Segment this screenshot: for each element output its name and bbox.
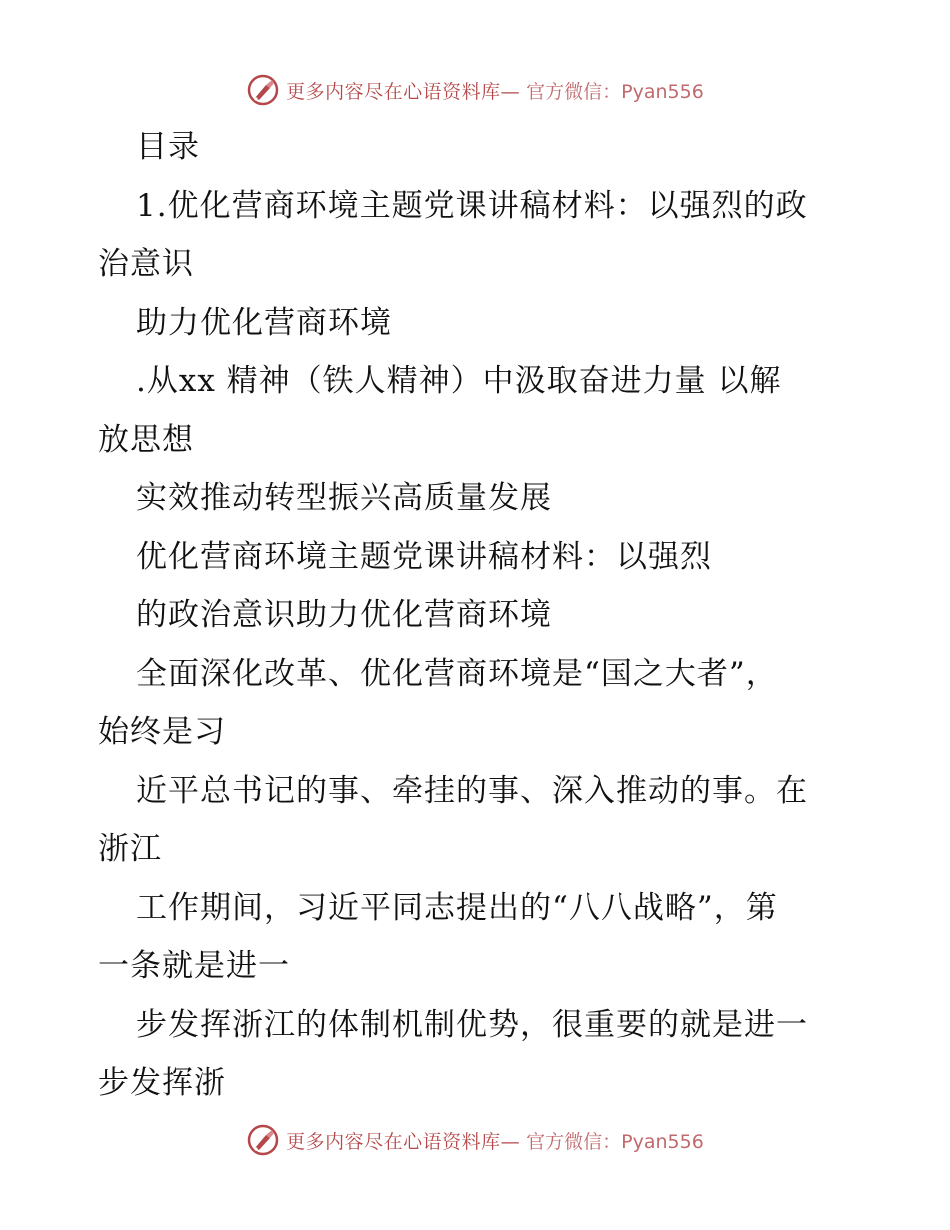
banner-contact: 官方微信：Pyan556 — [526, 80, 704, 103]
doc-line: 始终是习 — [98, 714, 226, 750]
doc-line: 助力优化营商环境 — [136, 304, 392, 341]
document-body — [98, 118, 858, 1113]
footer-banner — [0, 1120, 950, 1160]
header-banner — [0, 70, 950, 110]
doc-line: 放思想 — [98, 421, 194, 458]
doc-line: 工作期间，习近平同志提出的“八八战略”，第 — [136, 889, 778, 926]
doc-line: 优化营商环境主题党课讲稿材料：以强烈 — [136, 538, 712, 575]
doc-line: 的政治意识助力优化营商环境 — [136, 597, 552, 633]
doc-line: 步发挥浙 — [98, 1065, 226, 1101]
doc-line: 近平总书记的事、牵挂的事、深入推动的事。在 — [136, 772, 808, 809]
doc-line: 一条就是进一 — [98, 948, 290, 984]
doc-line: 浙江 — [98, 831, 162, 867]
doc-line: .从xx 精神（铁人精神）中汲取奋进力量 以解 — [136, 363, 782, 399]
banner-text: 更多内容尽在心语资料库— — [286, 80, 521, 103]
doc-line: 全面深化改革、优化营商环境是“国之大者”， — [136, 655, 778, 692]
doc-line: 步发挥浙江的体制机制优势，很重要的就是进一 — [136, 1006, 808, 1043]
doc-line: 1.优化营商环境主题党课讲稿材料：以强烈的政 — [136, 187, 808, 224]
pen-logo-icon — [246, 1123, 280, 1157]
banner-contact: 官方微信：Pyan556 — [526, 1130, 704, 1153]
doc-line: 治意识 — [98, 246, 194, 282]
doc-line: 实效推动转型振兴高质量发展 — [136, 480, 552, 516]
pen-logo-icon — [246, 73, 280, 107]
doc-line: 目录 — [136, 129, 200, 165]
banner-text: 更多内容尽在心语资料库— — [286, 1130, 521, 1153]
